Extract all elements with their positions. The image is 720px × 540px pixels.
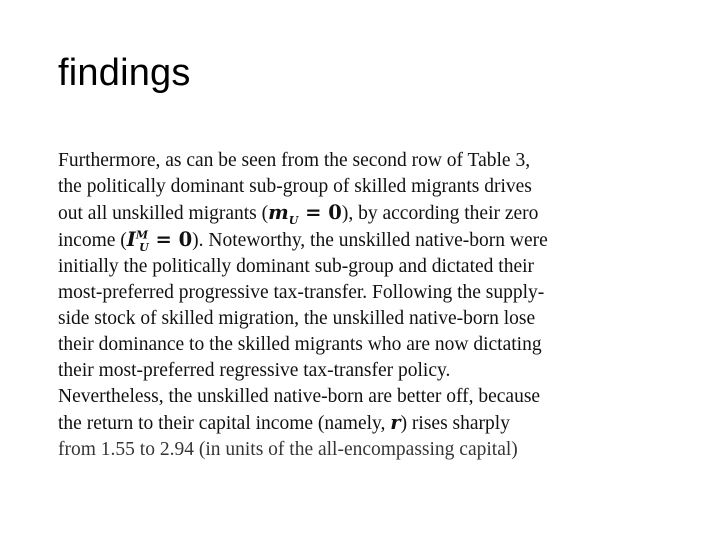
- math-eq-zero: = 0: [298, 201, 342, 224]
- body-line-11-pre: the return to their capital income (namely,: [58, 413, 391, 434]
- body-line-10: Nevertheless, the unskilled native-born are better off, because: [58, 386, 541, 407]
- body-text-image: [58, 148, 658, 484]
- body-line-4: [58, 227, 658, 254]
- slide-title: findings: [58, 52, 191, 94]
- body-line-3-post: ), by according their zero: [341, 203, 539, 224]
- body-line-11-post: ) rises sharply: [400, 413, 510, 434]
- body-line-7: side stock of skilled migration, the unskilled native-born lose: [58, 308, 536, 329]
- math-r: r: [390, 411, 401, 434]
- math-m-sub: U: [288, 213, 299, 227]
- math-i-sup: M: [135, 228, 149, 242]
- math-eq-zero-2: = 0: [148, 228, 193, 251]
- body-line-4-post: ). Noteworthy, the unskilled native-born were: [192, 230, 548, 251]
- body-paragraph: [58, 148, 658, 463]
- body-line-1: Furthermore, as can be seen from the second row of Table 3,: [58, 150, 531, 171]
- body-line-9: their most-preferred regressive tax-transfer policy.: [58, 360, 451, 381]
- body-line-3-pre: out all unskilled migrants (: [58, 203, 269, 224]
- body-line-5: initially the politically dominant sub-group and dictated their: [58, 256, 535, 277]
- body-line-12-clipped: from 1.55 to 2.94 (in units of the all-encompassing capital): [58, 439, 518, 460]
- body-line-3: [58, 200, 658, 227]
- body-line-4-pre: income (: [58, 230, 127, 251]
- body-line-11: [58, 410, 658, 437]
- math-m: m: [268, 201, 289, 224]
- body-line-8: their dominance to the skilled migrants who are now dictating: [58, 334, 542, 355]
- body-line-2: the politically dominant sub-group of skilled migrants drives: [58, 176, 532, 197]
- math-i: I: [126, 228, 136, 251]
- body-line-6: most-preferred progressive tax-transfer. Following the supply-: [58, 282, 545, 303]
- math-i-sub: U: [139, 240, 149, 254]
